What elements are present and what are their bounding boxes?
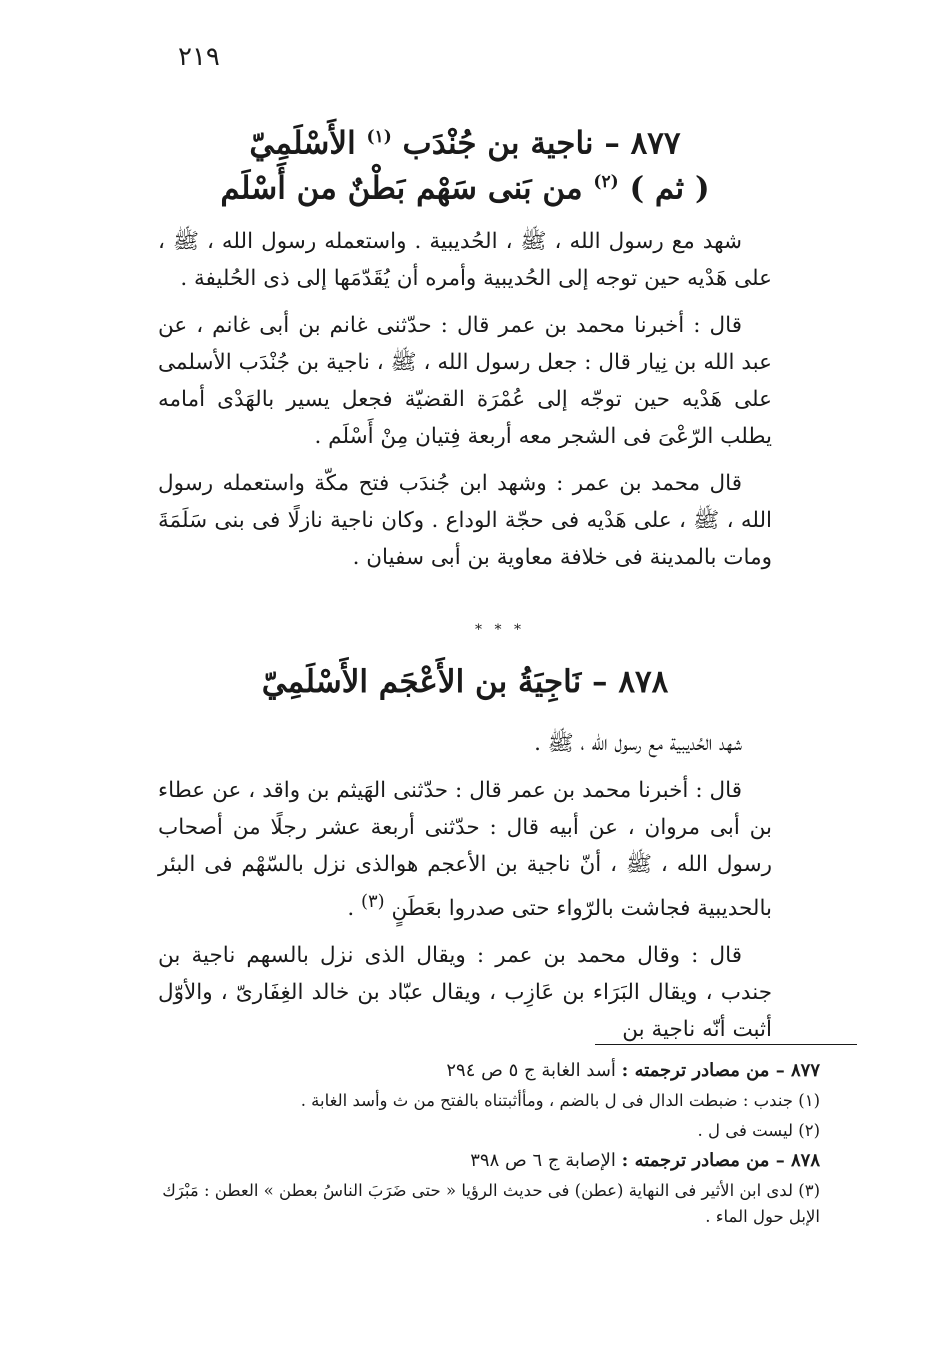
entry-877-title-line2 <box>150 160 780 210</box>
source-878-text: الإصابة ج ٦ ص ٣٩٨ <box>470 1150 616 1171</box>
entry-877-title-name: ٨٧٧ – ناجية بن جُنْدَب <box>402 125 681 162</box>
entry-878-paragraph: قال : وقال محمد بن عمر : ويقال الذى نزل بالسهم ناجية بن جندب ، ويقال البَرَاء بن عَازِب ، ويقال عبّاد بن خالد الغِفَارىّ ، والأوّل أثبت أنّه ناجية بن <box>158 943 772 1043</box>
source-878-label: ٨٧٨ – من مصادر ترجمته : <box>621 1150 820 1171</box>
footnote-ref-2: (٢) <box>593 172 619 192</box>
source-877-text: أسد الغابة ج ٥ ص ٢٩٤ <box>446 1060 616 1081</box>
entry-877-paragraph: قال محمد بن عمر : وشهد ابن جُندَب فتح مكّة واستعمله رسول الله ، ﷺ ، على هَدْيه فى حجّة الوداع . وكان ناجية نازلًا فى بنى سَلَمَةَ ومات بالمدينة فى خلافة معاوية بن أبى سفيان . <box>158 471 772 570</box>
entry-877-title-line2-start: ( ثم ) <box>629 170 710 207</box>
entry-877-body <box>158 223 772 576</box>
entry-877-title-line1 <box>150 115 780 165</box>
source-878 <box>158 1146 820 1176</box>
footnote-2: (٢) ليست فى ل . <box>697 1121 820 1140</box>
entry-877-paragraph: قال : أخبرنا محمد بن عمر قال : حدّثنى غانم بن أبى غانم ، عن عبد الله بن نِيار قال : جعل رسول الله ، ﷺ ، ناجية بن جُنْدَب الأسلمى على هَدْيه حين توجّه إلى عُمْرَة القضيّة فجعل يسير بالهَدْى أمامه يطلب الرّعْىَ فى الشجر معه أربعة فِتيان مِنْ أَسْلَم . <box>158 313 772 449</box>
footnote-3: (٣) لدى ابن الأثير فى النهاية (عطن) فى حديث الرؤيا « حتى ضَرَبَ الناسُ بعطن » العطن : مَبْرَك الإبل حول الماء . <box>162 1181 820 1226</box>
entry-878-paragraph-text: قال : أخبرنا محمد بن عمر قال : حدّثنى الهَيثم بن واقد ، عن عطاء بن أبى مروان ، عن أبيه قال : حدّثنى أربعة عشر رجلًا من أصحاب رسول الله ، ﷺ ، أنّ ناجية بن الأعجم هوالذى نزل بالسّهْم فى البئر بالحديبية فجاشت بالرّواء حتى صدروا بعَطَنٍ <box>158 778 772 922</box>
footnotes <box>158 1056 820 1230</box>
entry-877-paragraph: شهد مع رسول الله ، ﷺ ، الحُديبية . واستعمله رسول الله ، ﷺ ، على هَدْيه حين توجه إلى الحُديبية وأمره أن يُقَدّمَها إلى ذى الحُليفة . <box>158 229 772 291</box>
entry-877-title-line2-end: من بَنى سَهْم بَطْنٌ من أَسْلَم <box>220 170 583 207</box>
entry-878-paragraph <box>158 772 772 927</box>
footnote-1: (١) جندب : ضبطت الدال فى ل بالضم ، ومأأثبتناه بالفتح من ث وأسد الغابة . <box>300 1091 820 1110</box>
entry-877-title-nisba: الأَسْلَمِيّ <box>249 125 356 162</box>
footnote-ref-3: (٣) <box>361 891 385 912</box>
entry-878-body <box>158 725 772 1048</box>
entry-878-title: ٨٧٨ – نَاجِيَةُ بن الأَعْجَم الأَسْلَمِيّ <box>261 664 669 700</box>
footnote-ref-1: (١) <box>366 127 392 147</box>
section-separator: * * * <box>475 622 525 638</box>
source-877-label: ٨٧٧ – من مصادر ترجمته : <box>621 1060 820 1081</box>
page-number: ٢١٩ <box>178 42 220 72</box>
source-877 <box>158 1056 820 1086</box>
entry-878-paragraph-end: . <box>347 896 355 922</box>
entry-878-paragraph: شهد الحُديبية مع رسول الله ، ﷺ . <box>534 731 742 756</box>
footnote-divider <box>595 1044 857 1045</box>
